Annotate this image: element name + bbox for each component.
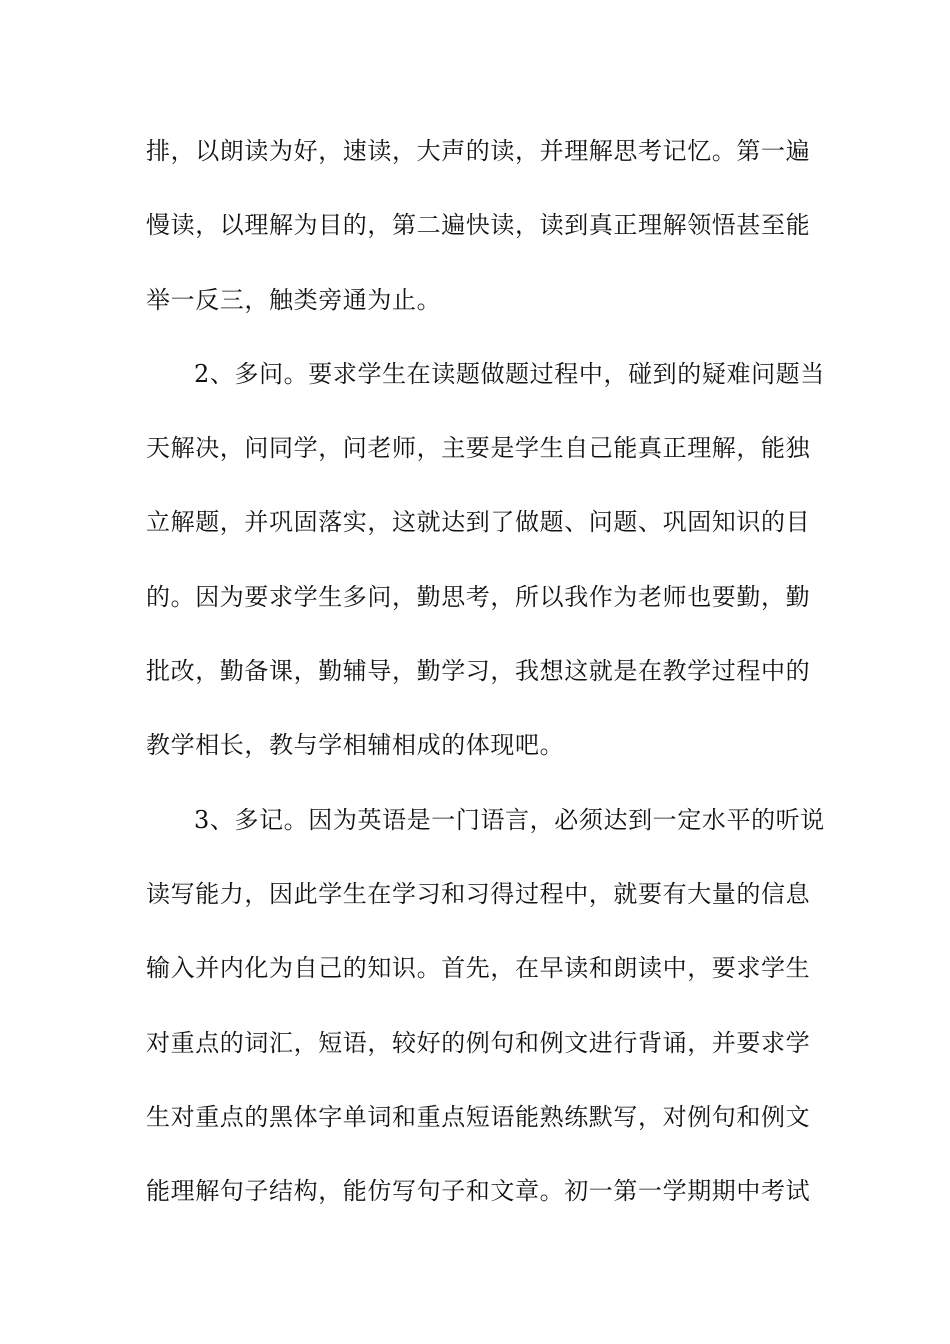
text-line: 天解决，问同学，问老师，主要是学生自己能真正理解，能独 <box>146 434 811 462</box>
text-line: 输入并内化为自己的知识。首先，在早读和朗读中，要求学生 <box>146 954 811 982</box>
text-line: 立解题，并巩固落实，这就达到了做题、问题、巩固知识的目 <box>146 508 811 536</box>
text-line: 生对重点的黑体字单词和重点短语能熟练默写，对例句和例文 <box>146 1103 811 1131</box>
text-line: 对重点的词汇，短语，较好的例句和例文进行背诵，并要求学 <box>146 1029 811 1057</box>
text-line: 排，以朗读为好，速读，大声的读，并理解思考记忆。第一遍 <box>146 137 811 165</box>
text-line: 教学相长，教与学相辅相成的体现吧。 <box>146 731 565 759</box>
text-line: 读写能力，因此学生在学习和习得过程中，就要有大量的信息 <box>146 880 811 908</box>
text-line: 批改，勤备课，勤辅导，勤学习，我想这就是在教学过程中的 <box>146 657 811 685</box>
text-line: 的。因为要求学生多问，勤思考，所以我作为老师也要勤，勤 <box>146 583 811 611</box>
text-line: 慢读，以理解为目的，第二遍快读，读到真正理解领悟甚至能 <box>146 211 811 239</box>
text-line: 3、多记。因为英语是一门语言，必须达到一定水平的听说 <box>194 806 825 834</box>
text-line: 举一反三，触类旁通为止。 <box>146 286 442 314</box>
text-line: 能理解句子结构，能仿写句子和文章。初一第一学期期中考试 <box>146 1177 811 1205</box>
text-line: 2、多问。要求学生在读题做题过程中，碰到的疑难问题当 <box>194 360 825 388</box>
